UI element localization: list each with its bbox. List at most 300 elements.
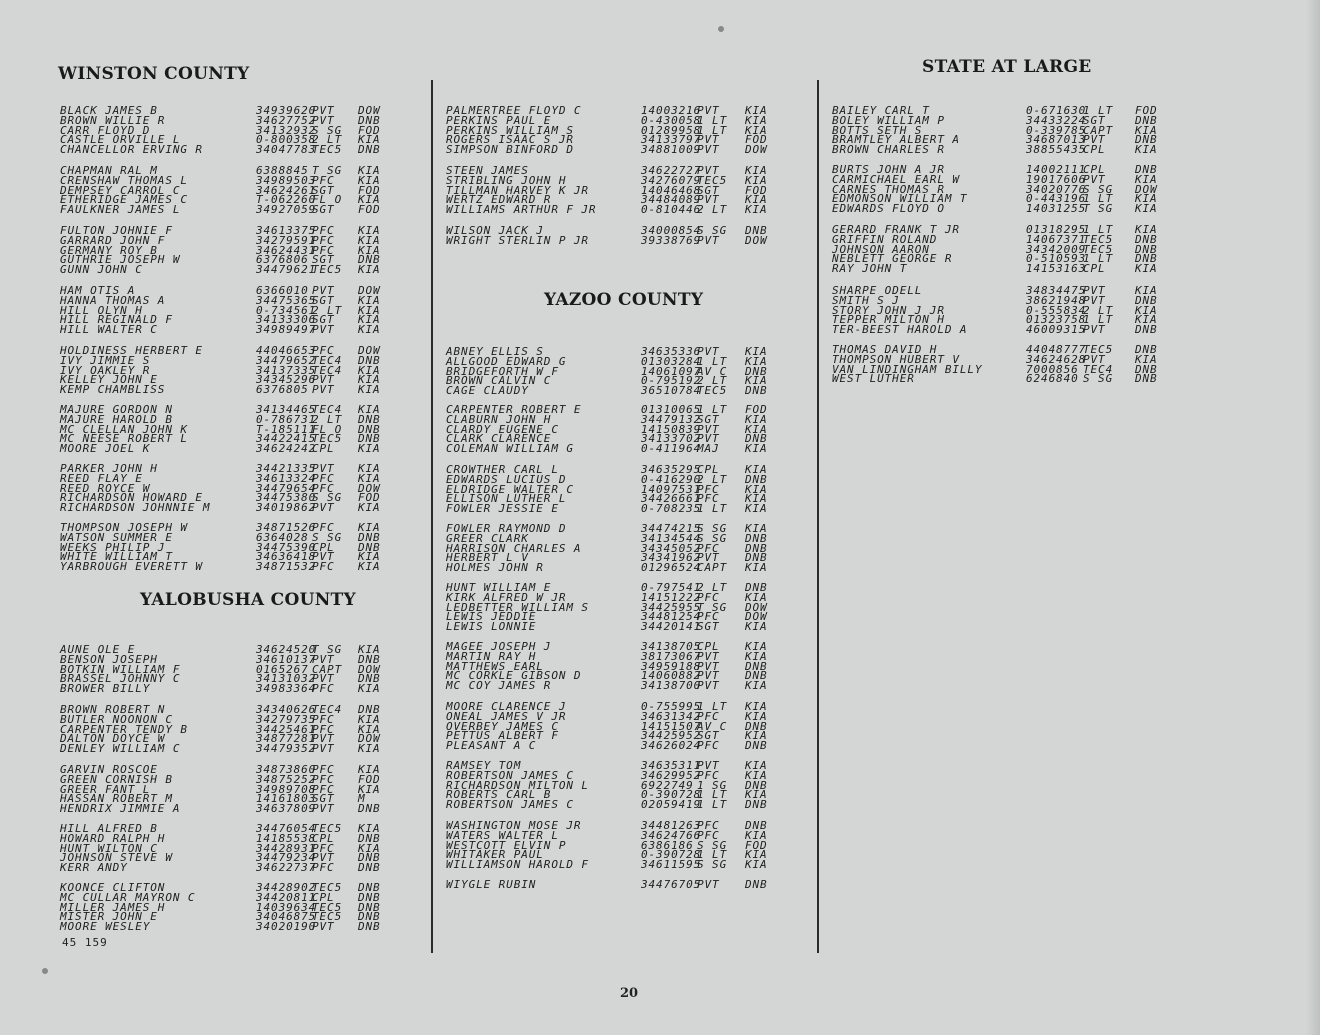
roster-rank: 1 LT [1083,223,1114,236]
roster-name: LEDBETTER WILLIAM S [446,600,589,614]
roster-rank: PVT [312,373,335,387]
roster-rank: PFC [697,819,720,832]
roster-rank: PFC [312,722,335,736]
roster-serial: 34479352 [256,742,317,756]
roster-serial: 0-443196 [1026,192,1087,206]
roster-name: PETTUS ALBERT F [446,729,559,743]
winston-county-heading: WINSTON COUNTY [58,64,250,84]
roster-name: WESTCOTT ELVIN P [446,838,567,852]
roster-name: CARMICHAEL EARL W [832,172,960,186]
roster-serial: 34046875 [256,910,317,924]
roster-serial: 6376806 [256,253,309,267]
roster-status: KIA [745,729,768,743]
roster-serial: 14046468 [641,183,702,197]
roster-status: KIA [745,700,768,713]
roster-serial: 0-390728 [641,788,702,802]
roster-name: YARBROUGH EVERETT W [60,560,203,574]
roster-name: MAGEE JOSEPH J [446,640,552,653]
roster-name: VAN LINDINGHAM BILLY [832,362,983,376]
roster-serial: 34426661 [641,492,702,506]
roster-status: DNB [745,224,768,237]
roster-status: KIA [358,323,381,337]
roster-rank: MAJ [697,442,720,456]
roster-serial: 0-800358 [256,133,317,147]
yalobusha-county-heading: YALOBUSHA COUNTY [140,590,356,610]
roster-status: DOW [745,233,768,247]
column-divider [431,80,433,953]
roster-name: MOORE JOEL K [60,442,151,456]
roster-name: BROWN WILLIE R [60,113,166,127]
roster-rank: 1 LT [697,848,728,862]
roster-rank: PVT [697,345,720,358]
roster-serial: 34342009 [1026,242,1087,256]
roster-name: PALMERTREE FLOYD C [446,104,582,117]
roster-status: DNB [1135,323,1158,337]
roster-status: KIA [1135,223,1158,236]
roster-serial: 0-755995 [641,700,702,713]
roster-serial: 0-416290 [641,472,702,486]
roster-serial: 34425955 [641,600,702,614]
roster-rank: 1 LT [697,502,728,516]
roster-serial: 34631342 [641,709,702,723]
roster-serial: 34481254 [641,610,702,624]
roster-rank: PVT [697,233,720,247]
roster-name: IVY JIMMIE S [60,353,151,367]
roster-name: HARRISON CHARLES A [446,541,582,555]
roster-name: BROWN CHARLES R [832,143,945,157]
roster-serial: 14153163 [1026,262,1087,276]
roster-rank: TEC5 [1083,242,1114,256]
roster-rank: T SG [312,164,343,177]
roster-rank: CPL [697,463,720,476]
roster-serial: 34624431 [256,243,317,257]
roster-name: BOTKIN WILLIAM F [60,662,181,676]
roster-status: KIA [358,722,381,736]
roster-name: IVY OAKLEY R [60,363,151,377]
roster-serial: 34479621 [256,263,317,277]
roster-serial: 34871532 [256,560,317,574]
roster-rank: PFC [697,482,720,496]
roster-rank: 2 LT [1083,303,1114,317]
roster-status: KIA [358,471,381,485]
roster-serial: 34873860 [256,763,317,776]
roster-status: DNB [745,472,768,486]
roster-name: TILLMAN HARVEY K JR [446,183,589,197]
roster-name: TEPPER MILTON H [832,313,945,327]
roster-rank: PVT [312,550,335,564]
roster-name: MAJURE GORDON N [60,403,173,416]
roster-serial: 34479132 [641,412,702,426]
roster-name: SMITH S J [832,293,900,307]
roster-serial: 14151507 [641,719,702,733]
roster-rank: PFC [697,541,720,555]
roster-rank: PVT [312,732,335,746]
roster-status: DOW [1135,182,1158,196]
roster-serial: 6246840 [1026,372,1079,386]
roster-rank: SGT [312,313,335,327]
roster-serial: 14067371 [1026,232,1087,246]
roster-rank: 1 LT [697,123,728,137]
roster-rank: PVT [312,501,335,515]
roster-name: HAM OTIS A [60,284,136,297]
roster-name: STORY JOHN J JR [832,303,945,317]
roster-name: HANNA THOMAS A [60,293,166,307]
roster-name: KIRK ALFRED W JR [446,590,567,604]
roster-name: GARVIN ROSCOE [60,763,158,776]
roster-status: KIA [745,173,768,187]
roster-status: FOD [745,403,768,416]
roster-serial: 34687013 [1026,133,1087,147]
roster-status: FOD [745,838,768,852]
roster-name: MISTER JOHN E [60,910,158,924]
roster-status: KIA [745,858,768,872]
roster-rank: 1 LT [697,788,728,802]
roster-status: DNB [1135,163,1158,176]
roster-serial: 14039634 [256,900,317,914]
roster-name: GUTHRIE JOSEPH W [60,253,181,267]
roster-status: KIA [358,550,381,564]
roster-rank: PFC [312,861,335,875]
roster-name: FOWLER RAYMOND D [446,522,567,535]
roster-status: KIA [1135,352,1158,366]
roster-serial: 7000856 [1026,362,1079,376]
roster-serial: 34276079 [641,173,702,187]
roster-status: KIA [1135,202,1158,216]
roster-rank: PVT [1083,323,1106,337]
roster-name: CASTLE ORVILLE L [60,133,181,147]
roster-serial: 0-671630 [1026,104,1087,117]
roster-serial: 34047783 [256,143,317,157]
roster-name: BRASSEL JOHNNY C [60,672,181,686]
roster-status: DNB [745,541,768,555]
roster-status: KIA [358,293,381,307]
roster-name: GERMANY ROY B [60,243,158,257]
roster-serial: 34138700 [641,679,702,693]
roster-serial: 0-390728 [641,848,702,862]
roster-status: KIA [745,640,768,653]
roster-serial: 0-810446 [641,203,702,217]
roster-rank: PVT [697,143,720,157]
roster-rank: T SG [697,600,728,614]
roster-name: ALLGOOD EDWARD G [446,354,567,368]
roster-name: REED FLAY E [60,471,143,485]
roster-rank: PVT [312,742,335,756]
roster-rank: 2 LT [312,303,343,317]
roster-status: DNB [358,881,381,894]
roster-status: DNB [358,910,381,924]
roster-name: HILL OLYN H [60,303,143,317]
roster-rank: PFC [312,471,335,485]
roster-status: KIA [358,501,381,515]
roster-status: KIA [1135,143,1158,157]
roster-serial: 34000854 [641,224,702,237]
roster-serial: 34019862 [256,501,317,515]
roster-rank: S SG [1083,372,1114,386]
roster-name: MOORE WESLEY [60,920,151,934]
roster-serial: 34624628 [1026,352,1087,366]
roster-name: CRENSHAW THOMAS L [60,173,188,187]
roster-status: DNB [358,353,381,367]
roster-name: MAJURE HAROLD B [60,412,173,426]
roster-rank: PVT [697,193,720,207]
roster-rank: SGT [312,792,335,806]
roster-status: KIA [745,374,768,388]
roster-name: ELDRIDGE WALTER C [446,482,574,496]
roster-status: KIA [745,463,768,476]
roster-name: KELLEY JOHN E [60,373,158,387]
roster-rank: SGT [312,183,335,197]
roster-serial: 34475390 [256,540,317,554]
roster-status: DNB [358,802,381,816]
roster-serial: 34881009 [641,143,702,157]
roster-status: KIA [358,383,381,397]
roster-name: HOLDINESS HERBERT E [60,344,203,357]
roster-name: BENSON JOSEPH [60,652,158,666]
roster-rank: PFC [697,828,720,842]
roster-status: KIA [358,313,381,327]
roster-serial: 6366010 [256,284,309,297]
roster-rank: T SG [1083,202,1114,216]
roster-rank: 1 LT [1083,313,1114,327]
roster-serial: 34613375 [256,224,317,237]
roster-serial: 6376805 [256,383,309,397]
page-number: 20 [620,986,639,1001]
roster-name: CARPENTER TENDY B [60,722,188,736]
roster-status: KIA [1135,192,1158,206]
roster-status: KIA [358,560,381,574]
roster-status: KIA [745,679,768,693]
roster-status: KIA [358,442,381,456]
roster-status: KIA [358,173,381,187]
punch-hole-mark [42,968,48,974]
roster-serial: 6386186 [641,838,694,852]
roster-name: CHAPMAN RAL M [60,164,158,177]
roster-rank: S SG [697,531,728,545]
roster-status: DNB [745,719,768,733]
roster-serial: 0-786731 [256,412,317,426]
roster-status: DNB [358,530,381,544]
roster-status: FOD [745,133,768,147]
roster-name: MILLER JAMES H [60,900,166,914]
roster-serial: 34624261 [256,183,317,197]
roster-rank: 1 LT [697,798,728,812]
roster-serial: 34131032 [256,672,317,686]
roster-name: LEWIS LONNIE [446,620,537,634]
roster-name: ONEAL JAMES V JR [446,709,567,723]
roster-status: KIA [745,412,768,426]
roster-rank: SGT [697,620,720,634]
roster-serial: 34613324 [256,471,317,485]
roster-serial: 34635311 [641,759,702,772]
roster-rank: 2 LT [697,203,728,217]
roster-serial: 01289958 [641,123,702,137]
roster-name: CLARK CLARENCE [446,432,552,446]
roster-name: JOHNSON STEVE W [60,851,173,865]
state-at-large-heading: STATE AT LARGE [922,57,1092,77]
roster-rank: 1 LT [697,354,728,368]
roster-status: DOW [358,662,381,676]
roster-rank: PVT [312,113,335,127]
roster-status: DNB [358,253,381,267]
roster-status: FOD [358,491,381,505]
roster-serial: 34875252 [256,772,317,786]
roster-name: BRIDGEFORTH W F [446,364,559,378]
roster-status: KIA [358,763,381,776]
roster-serial: 0-510593 [1026,252,1087,266]
roster-serial: 34428931 [256,841,317,855]
roster-serial: 34637809 [256,802,317,816]
roster-status: DOW [358,284,381,297]
roster-status: DNB [358,900,381,914]
roster-serial: 34137335 [256,363,317,377]
roster-name: THOMPSON JOSEPH W [60,521,188,534]
roster-serial: 0-708235 [641,502,702,516]
roster-rank: CPL [1083,143,1106,157]
roster-serial: 34345052 [641,541,702,555]
roster-rank: TEC4 [312,363,343,377]
roster-serial: 34834475 [1026,284,1087,297]
roster-rank: PFC [312,782,335,796]
roster-serial: 14031255 [1026,202,1087,216]
roster-rank: SGT [312,253,335,267]
roster-rank: TEC4 [312,403,343,416]
roster-rank: SGT [697,183,720,197]
roster-name: HOLMES JOHN R [446,561,544,575]
roster-name: BLACK JAMES B [60,104,158,117]
roster-rank: PFC [312,560,335,574]
roster-serial: 34629952 [641,768,702,782]
roster-status: KIA [745,113,768,127]
roster-serial: 34939620 [256,104,317,117]
roster-rank: CAPT [1083,123,1114,137]
roster-rank: PVT [312,104,335,117]
roster-status: DNB [358,890,381,904]
roster-rank: PFC [697,610,720,624]
roster-status: KIA [358,643,381,656]
roster-status: KIA [1135,172,1158,186]
roster-name: ROBERTSON JAMES C [446,798,574,812]
roster-serial: 34479654 [256,481,317,495]
roster-name: CARR FLOYD D [60,123,151,137]
roster-rank: TEC5 [1083,343,1114,356]
roster-status: FOD [358,772,381,786]
roster-rank: PFC [312,841,335,855]
roster-status: KIA [1135,303,1158,317]
roster-name: ROGERS ISAAC S JR [446,133,574,147]
roster-name: HENDRIX JIMMIE A [60,802,181,816]
roster-serial: 0165267 [256,662,309,676]
roster-rank: CPL [1083,262,1106,276]
roster-rank: PVT [1083,172,1106,186]
roster-serial: 34279591 [256,233,317,247]
roster-rank: CAPT [312,662,343,676]
roster-rank: TEC5 [697,384,728,398]
roster-name: PERKINS WILLIAM S [446,123,574,137]
roster-status: KIA [358,841,381,855]
roster-status: KIA [745,759,768,772]
roster-serial: 34134465 [256,403,317,416]
roster-status: DOW [745,143,768,157]
roster-status: DNB [745,364,768,378]
roster-serial: 34340626 [256,703,317,716]
roster-name: HOWARD RALPH H [60,831,166,845]
roster-rank: TEC5 [697,173,728,187]
roster-name: FULTON JOHNIE F [60,224,173,237]
roster-rank: 1 LT [1083,104,1114,117]
roster-rank: PVT [1083,133,1106,147]
roster-rank: PVT [312,284,335,297]
roster-rank: CPL [312,540,335,554]
roster-rank: TEC5 [312,432,343,446]
roster-serial: 02059419 [641,798,702,812]
roster-serial: 34481263 [641,819,702,832]
roster-rank: PVT [697,669,720,683]
roster-rank: CPL [312,831,335,845]
roster-rank: CPL [697,640,720,653]
roster-name: REED ROYCE W [60,481,151,495]
roster-rank: TEC5 [312,263,343,277]
roster-rank: S SG [697,224,728,237]
roster-name: HILL ALFRED B [60,822,158,835]
roster-serial: 34474215 [641,522,702,535]
roster-status: DNB [1135,133,1158,147]
roster-status: DNB [358,540,381,554]
roster-serial: 34871526 [256,521,317,534]
roster-name: FOWLER JESSIE E [446,502,559,516]
roster-serial: 34959188 [641,659,702,673]
roster-serial: 34341962 [641,551,702,565]
roster-serial: 14151222 [641,590,702,604]
roster-serial: 0-795192 [641,374,702,388]
roster-rank: AV C [697,364,728,378]
roster-rank: 2 LT [697,581,728,594]
roster-status: M [358,792,366,806]
roster-status: DNB [358,861,381,875]
roster-serial: 34476054 [256,822,317,835]
roster-rank: SGT [312,203,335,217]
roster-serial: 34134544 [641,531,702,545]
roster-rank: PVT [312,920,335,934]
roster-status: DOW [745,600,768,614]
roster-serial: 01310065 [641,403,702,416]
roster-status: KIA [358,521,381,534]
roster-rank: CAPT [697,561,728,575]
roster-rank: SGT [1083,113,1106,127]
roster-status: DNB [358,672,381,686]
roster-serial: 34627752 [256,113,317,127]
roster-status: KIA [358,243,381,257]
roster-serial: 34635295 [641,463,702,476]
roster-rank: PFC [312,481,335,495]
roster-serial: 34624242 [256,442,317,456]
roster-rank: S SG [697,522,728,535]
roster-name: JOHNSON AARON [832,242,930,256]
roster-rank: PFC [697,739,720,753]
roster-status: KIA [745,709,768,723]
roster-serial: 38855435 [1026,143,1087,157]
roster-rank: FL O [312,193,343,207]
roster-rank: T SG [312,643,343,656]
roster-rank: TEC5 [1083,232,1114,246]
roster-rank: PVT [697,649,720,663]
punch-hole-mark [718,26,724,32]
roster-status: DNB [745,798,768,812]
roster-serial: 0-411964 [641,442,702,456]
roster-serial: 38621948 [1026,293,1087,307]
roster-status: KIA [745,164,768,177]
roster-serial: 34420141 [641,620,702,634]
roster-status: KIA [745,354,768,368]
